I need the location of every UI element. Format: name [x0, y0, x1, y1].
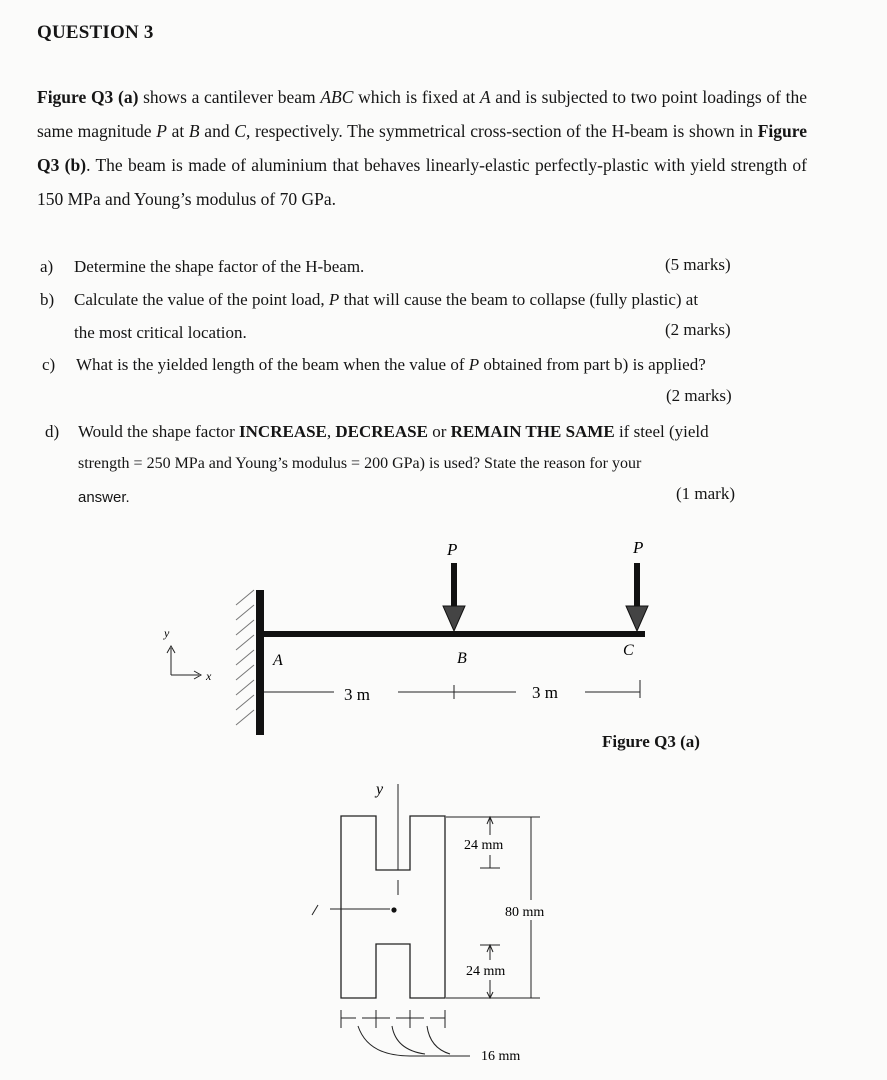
point-c-ref: C	[234, 121, 246, 141]
load-arrow-c	[626, 563, 648, 631]
centroid-dot	[391, 907, 396, 912]
question-d-text-post: if steel (yield	[614, 422, 709, 441]
intro-text-2: which is fixed at	[353, 87, 480, 107]
question-d-sep-2: or	[427, 422, 451, 441]
dim-width-label: 16 mm	[481, 1049, 521, 1064]
question-b-label: b)	[40, 290, 55, 309]
question-d-sep-1: ,	[326, 422, 336, 441]
question-a-text: Determine the shape factor of the H-beam.	[74, 257, 365, 276]
question-d-marks: (1 mark)	[676, 484, 736, 503]
question-a-marks: (5 marks)	[665, 255, 731, 274]
question-b-text-post: that will cause the beam to collapse (fully plastic) at	[339, 290, 699, 309]
point-label-a: A	[273, 652, 283, 669]
fixed-support-wall	[256, 590, 264, 735]
dim-width-ticks	[341, 1010, 445, 1028]
question-a-label: a)	[40, 257, 54, 276]
point-b-ref: B	[188, 121, 200, 141]
question-c-line	[76, 355, 706, 375]
question-b-marks: (2 marks)	[665, 320, 731, 339]
question-c	[42, 355, 812, 379]
question-d-decrease: DECREASE	[335, 422, 428, 441]
dim-bottom-label: 24 mm	[466, 964, 506, 979]
point-label-c: C	[623, 642, 634, 659]
question-b-line-2: the most critical location.	[74, 323, 247, 342]
load-label-b: P	[447, 540, 458, 559]
figure-q3a-diagram	[0, 520, 887, 750]
axis-x-label: x	[206, 669, 212, 683]
axis-indicator	[167, 646, 201, 679]
dim-total-label: 80 mm	[505, 905, 545, 920]
question-d-line-1	[78, 422, 709, 442]
question-d	[45, 422, 815, 446]
question-d-line-3: answer.	[78, 489, 130, 506]
question-d-line-2: strength = 250 MPa and Young’s modulus = 200 GPa) is used? State the reason for your	[78, 455, 642, 472]
intro-text-5: and	[199, 121, 235, 141]
question-b-p: P	[328, 290, 340, 309]
point-label-b: B	[457, 650, 467, 667]
question-a	[40, 257, 760, 281]
span-label-2: 3 m	[532, 683, 558, 702]
span-label-1: 3 m	[344, 685, 370, 704]
intro-text-1: shows a cantilever beam	[138, 87, 321, 107]
figure-ref-a: Figure Q3 (a)	[37, 87, 139, 107]
intro-text-3: and is subjected to two point loadings of the same magnitude	[37, 87, 808, 141]
intro-paragraph	[37, 80, 807, 216]
dim-width-leaders	[358, 1026, 470, 1056]
question-heading: QUESTION 3	[37, 22, 154, 43]
section-axis-y-label: y	[376, 781, 384, 798]
question-c-text-pre: What is the yielded length of the beam when the value of	[76, 355, 469, 374]
load-arrow-b	[443, 563, 465, 631]
point-a-ref: A	[479, 87, 491, 107]
intro-text-6: , respectively. The symmetrical cross-section of the H-beam is shown in	[245, 121, 758, 141]
question-d-text-pre: Would the shape factor	[78, 422, 240, 441]
question-c-label: c)	[42, 355, 56, 374]
question-c-marks: (2 marks)	[666, 386, 732, 405]
question-b-text-pre: Calculate the value of the point load,	[74, 290, 329, 309]
question-b	[40, 290, 810, 314]
question-b-line-1	[74, 290, 698, 310]
beam	[264, 631, 645, 637]
load-ref: P	[156, 121, 167, 141]
intro-text-7: . The beam is made of aluminium that behaves linearly-elastic perfectly-plastic with yield strength of 150 MPa and Young’s modulus of 70 GPa.	[37, 155, 808, 209]
h-section-outline	[341, 816, 445, 998]
beam-name: ABC	[320, 87, 354, 107]
question-c-text-post: obtained from part b) is applied?	[479, 355, 706, 374]
dim-top-label: 24 mm	[464, 838, 504, 853]
figure-q3b-diagram	[0, 770, 887, 1076]
z-axis-tick	[312, 905, 318, 915]
question-d-increase: INCREASE	[239, 422, 327, 441]
question-c-p: P	[468, 355, 480, 374]
question-d-remain: REMAIN THE SAME	[450, 422, 615, 441]
figure-q3a-caption: Figure Q3 (a)	[602, 732, 700, 751]
fixed-support-hatch	[236, 590, 254, 725]
question-d-label: d)	[45, 422, 60, 441]
load-label-c: P	[633, 538, 644, 557]
figure-ref-b: Figure Q3 (b)	[37, 121, 807, 175]
span-dimension-line	[264, 680, 640, 699]
intro-text-4: at	[166, 121, 189, 141]
axis-y-label: y	[164, 626, 170, 640]
